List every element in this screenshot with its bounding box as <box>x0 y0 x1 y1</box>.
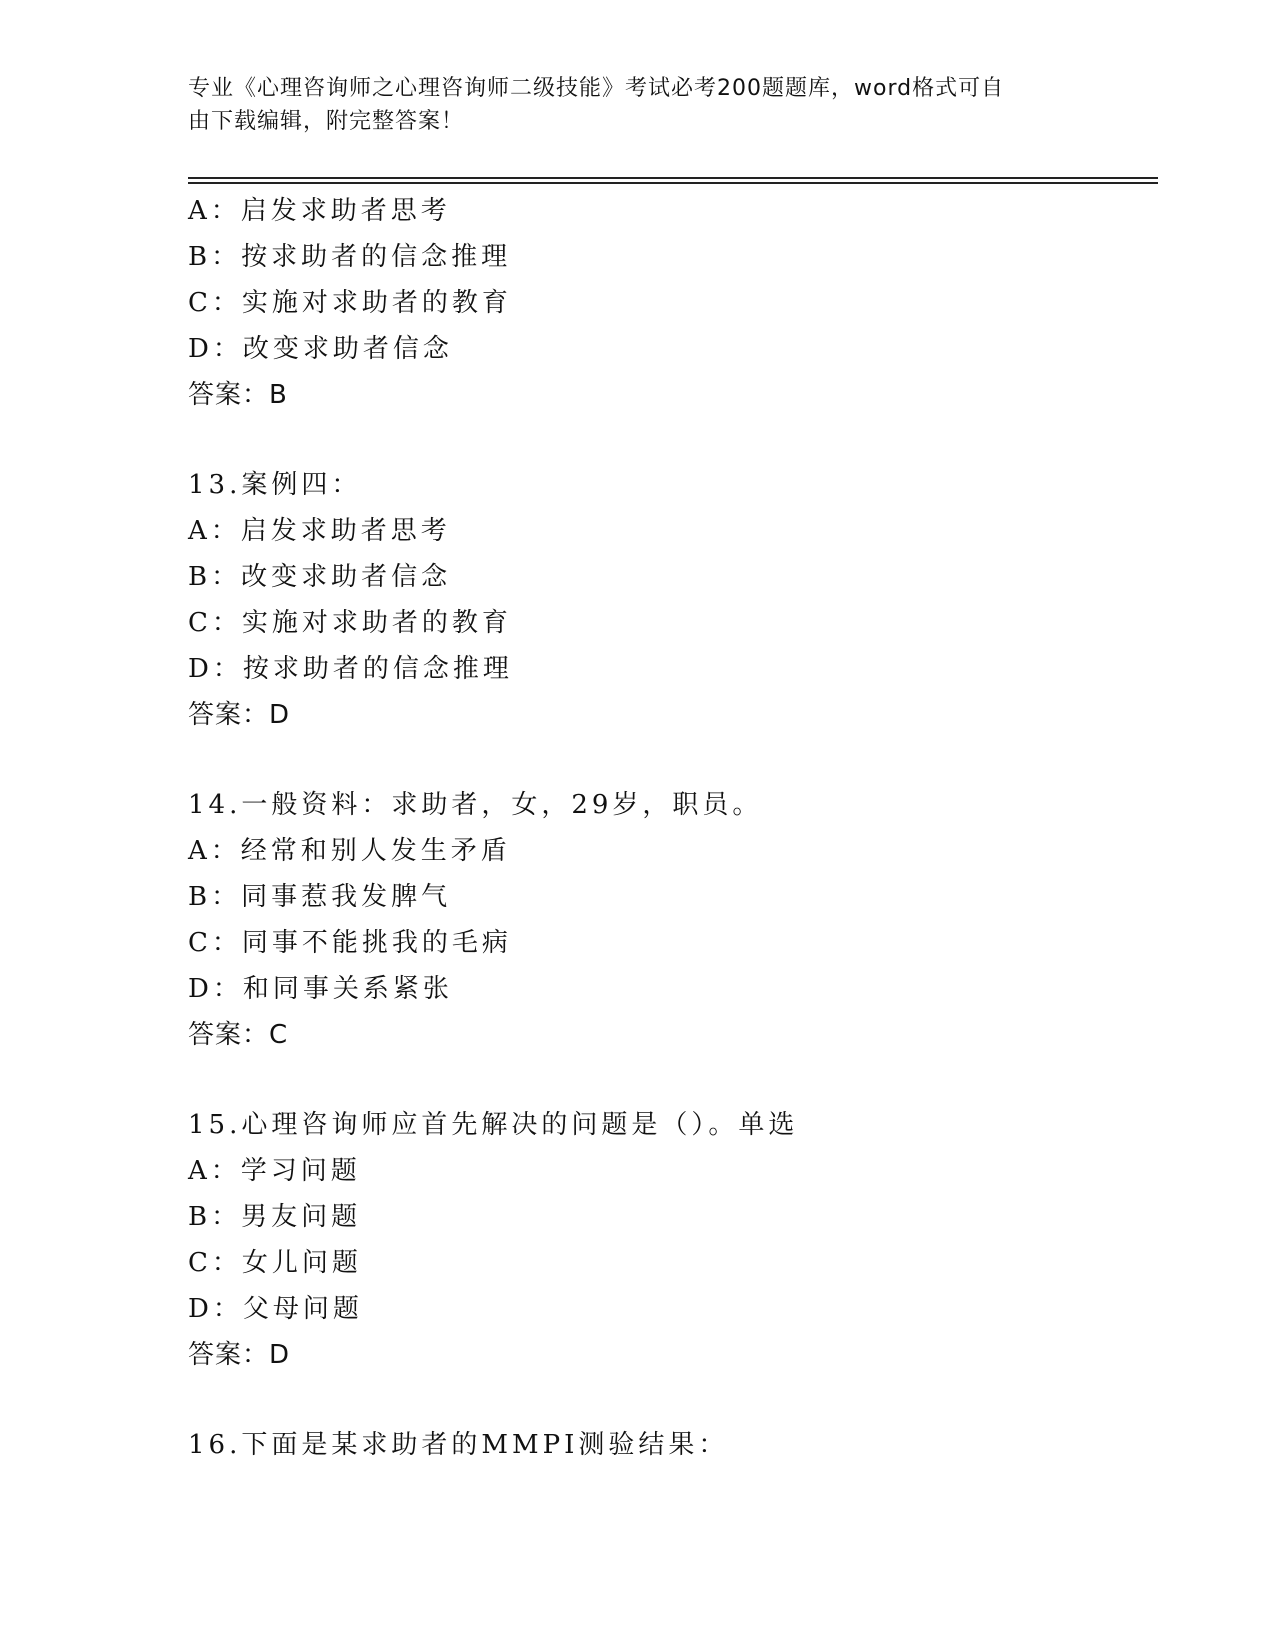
answer-line: 答案：C <box>188 1020 289 1050</box>
question-14 <box>188 782 1138 1058</box>
option-d: D：按求助者的信念推理 <box>188 654 513 684</box>
header-divider-bottom <box>188 182 1158 184</box>
option-b: B：同事惹我发脾气 <box>188 882 452 912</box>
option-d: D：改变求助者信念 <box>188 334 453 364</box>
option-a: A：启发求助者思考 <box>188 196 451 226</box>
option-b: B：男友问题 <box>188 1202 362 1232</box>
question-12-continuation <box>188 188 1138 418</box>
header-line-1: 专业《心理咨询师之心理咨询师二级技能》考试必考200题题库，word格式可自 <box>188 76 1005 101</box>
question-stem: 15.心理咨询师应首先解决的问题是（）。单选 <box>188 1110 799 1140</box>
option-c: C：实施对求助者的教育 <box>188 608 512 638</box>
option-a: A：启发求助者思考 <box>188 516 451 546</box>
header-line-2: 由下载编辑，附完整答案！ <box>188 109 465 134</box>
question-stem: 14.一般资料：求助者，女，29岁，职员。 <box>188 790 763 820</box>
option-c: C：同事不能挑我的毛病 <box>188 928 512 958</box>
question-stem: 13.案例四： <box>188 470 362 500</box>
option-a: A：经常和别人发生矛盾 <box>188 836 511 866</box>
answer-line: 答案：B <box>188 380 288 410</box>
option-d: D：父母问题 <box>188 1294 363 1324</box>
question-stem: 16.下面是某求助者的MMPI测验结果： <box>188 1430 729 1460</box>
question-15 <box>188 1102 1138 1378</box>
document-header <box>188 72 1068 138</box>
option-a: A：学习问题 <box>188 1156 361 1186</box>
header-divider-top <box>188 177 1158 179</box>
question-13 <box>188 462 1138 738</box>
answer-line: 答案：D <box>188 700 291 730</box>
option-c: C：实施对求助者的教育 <box>188 288 512 318</box>
option-d: D：和同事关系紧张 <box>188 974 453 1004</box>
answer-line: 答案：D <box>188 1340 291 1370</box>
option-b: B：按求助者的信念推理 <box>188 242 512 272</box>
option-c: C：女儿问题 <box>188 1248 362 1278</box>
question-list <box>188 188 1138 1468</box>
question-16 <box>188 1422 1138 1468</box>
option-b: B：改变求助者信念 <box>188 562 452 592</box>
